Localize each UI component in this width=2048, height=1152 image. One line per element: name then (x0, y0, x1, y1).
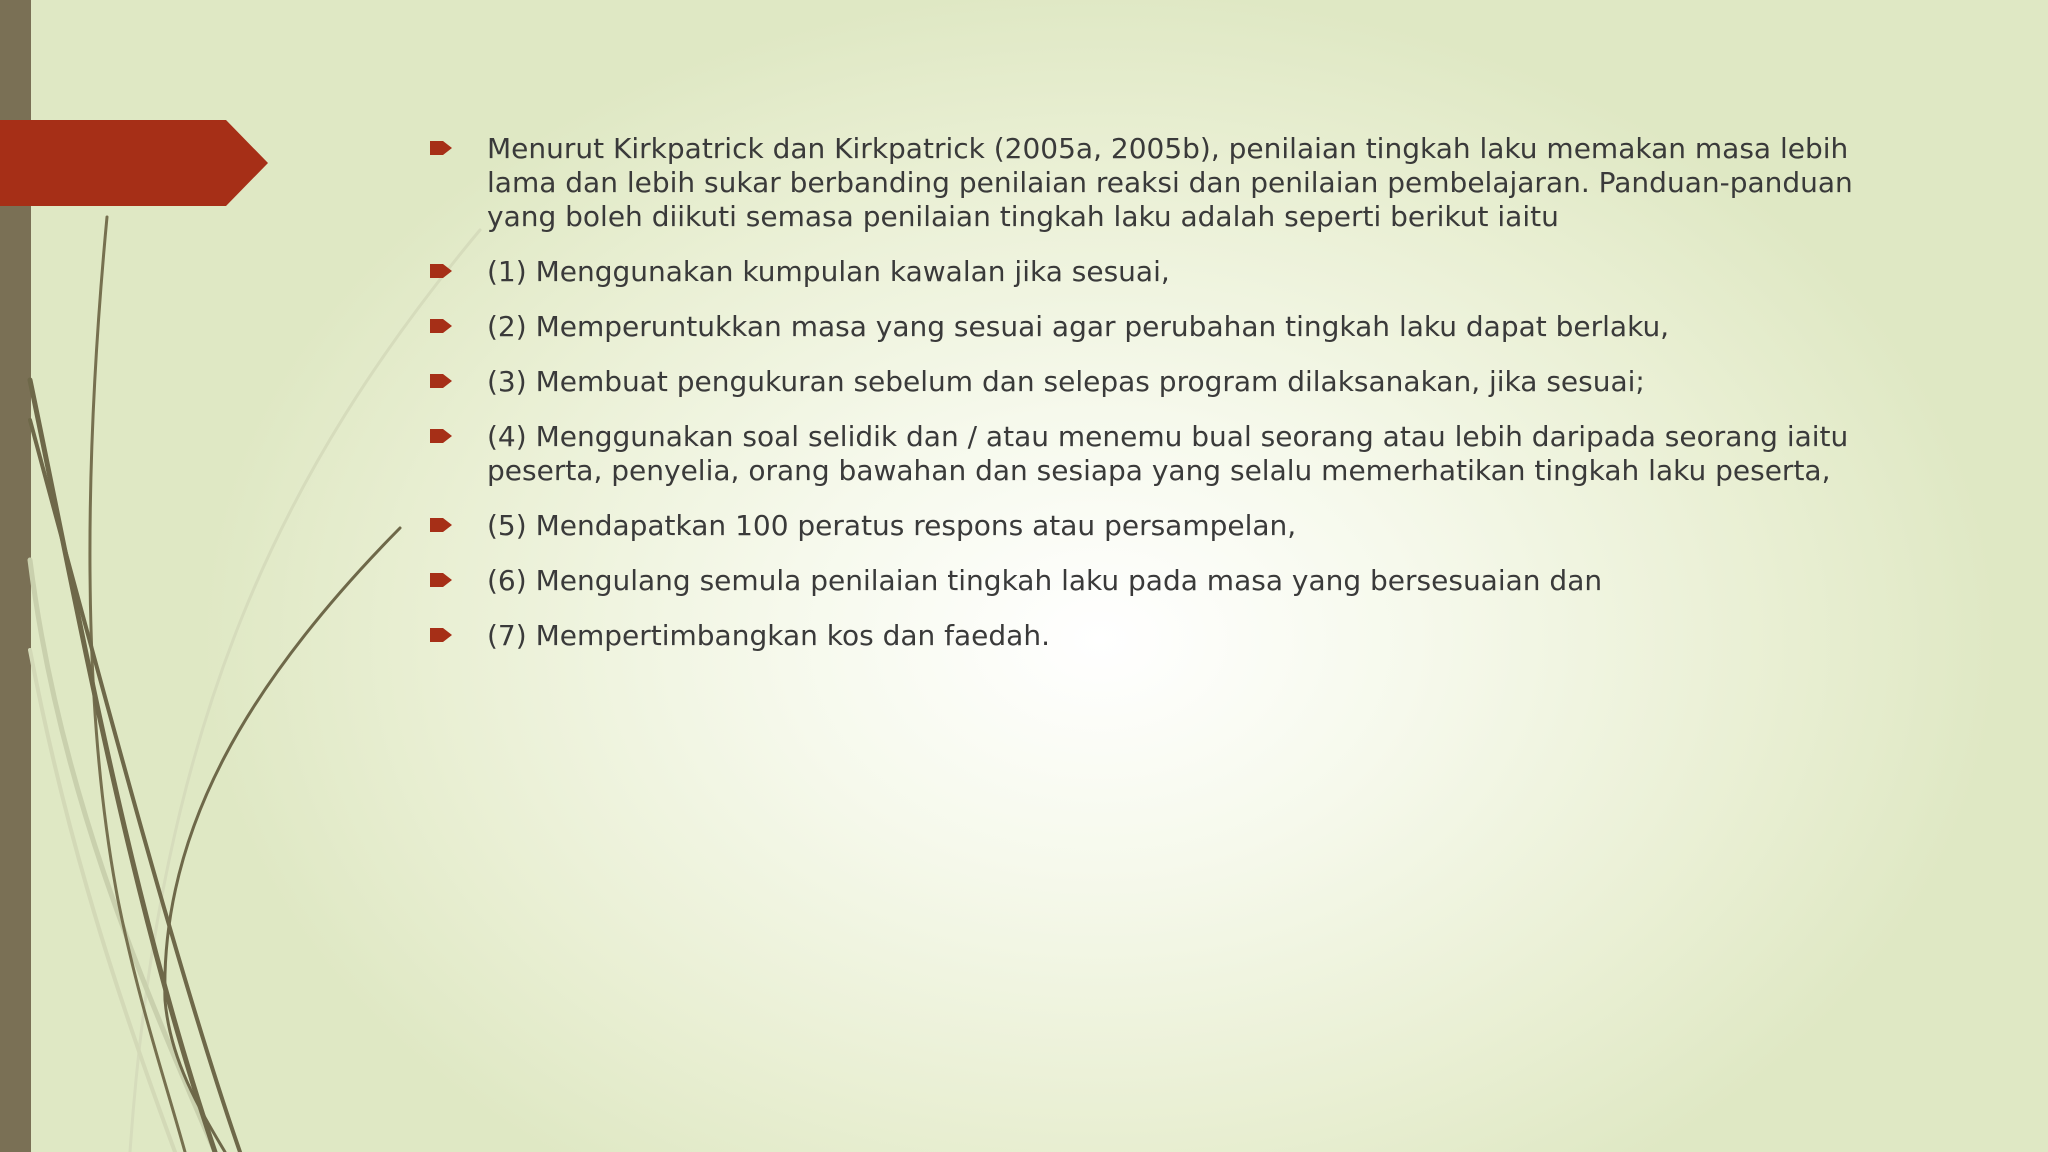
light-curve-1 (130, 230, 480, 1152)
red-arrow-tab (0, 120, 268, 206)
arrow-right-icon (430, 374, 452, 388)
bullet-list (430, 132, 1870, 653)
bullet-item (430, 132, 1870, 234)
bullet-text: (4) Menggunakan soal selidik dan / atau menemu bual seorang atau lebih daripada seorang iaitu peserta, penyelia, orang bawahan dan sesiapa yang selalu memerhatikan tingkah laku peserta, (487, 420, 1849, 487)
bullet-item (430, 420, 1870, 488)
arrow-right-icon (430, 264, 452, 278)
bullet-text: (1) Menggunakan kumpulan kawalan jika sesuai, (487, 255, 1170, 288)
slide-content (430, 132, 1870, 674)
arrow-right-icon (430, 429, 452, 443)
arrow-right-icon (430, 319, 452, 333)
bullet-text: (2) Memperuntukkan masa yang sesuai agar perubahan tingkah laku dapat berlaku, (487, 310, 1670, 343)
bullet-text: (5) Mendapatkan 100 peratus respons atau persampelan, (487, 509, 1297, 542)
bullet-text: (7) Mempertimbangkan kos dan faedah. (487, 619, 1050, 652)
bullet-item (430, 509, 1870, 543)
arrow-right-icon (430, 573, 452, 587)
bullet-item (430, 619, 1870, 653)
arrow-right-icon (430, 518, 452, 532)
bullet-text: (6) Mengulang semula penilaian tingkah laku pada masa yang bersesuaian dan (487, 564, 1603, 597)
dark-curve-4 (165, 528, 400, 1152)
bullet-item (430, 255, 1870, 289)
arrow-right-icon (430, 141, 452, 155)
bullet-item (430, 564, 1870, 598)
arrow-right-icon (430, 628, 452, 642)
bullet-item (430, 310, 1870, 344)
bullet-text: Menurut Kirkpatrick dan Kirkpatrick (2005a, 2005b), penilaian tingkah laku memakan masa lebih lama dan lebih sukar berbanding penilaian reaksi dan penilaian pembelajaran. Panduan-panduan yang boleh diikuti semasa penilaian tingkah laku adalah seperti berikut iaitu (487, 132, 1853, 233)
bullet-text: (3) Membuat pengukuran sebelum dan selepas program dilaksanakan, jika sesuai; (487, 365, 1645, 398)
bullet-item (430, 365, 1870, 399)
